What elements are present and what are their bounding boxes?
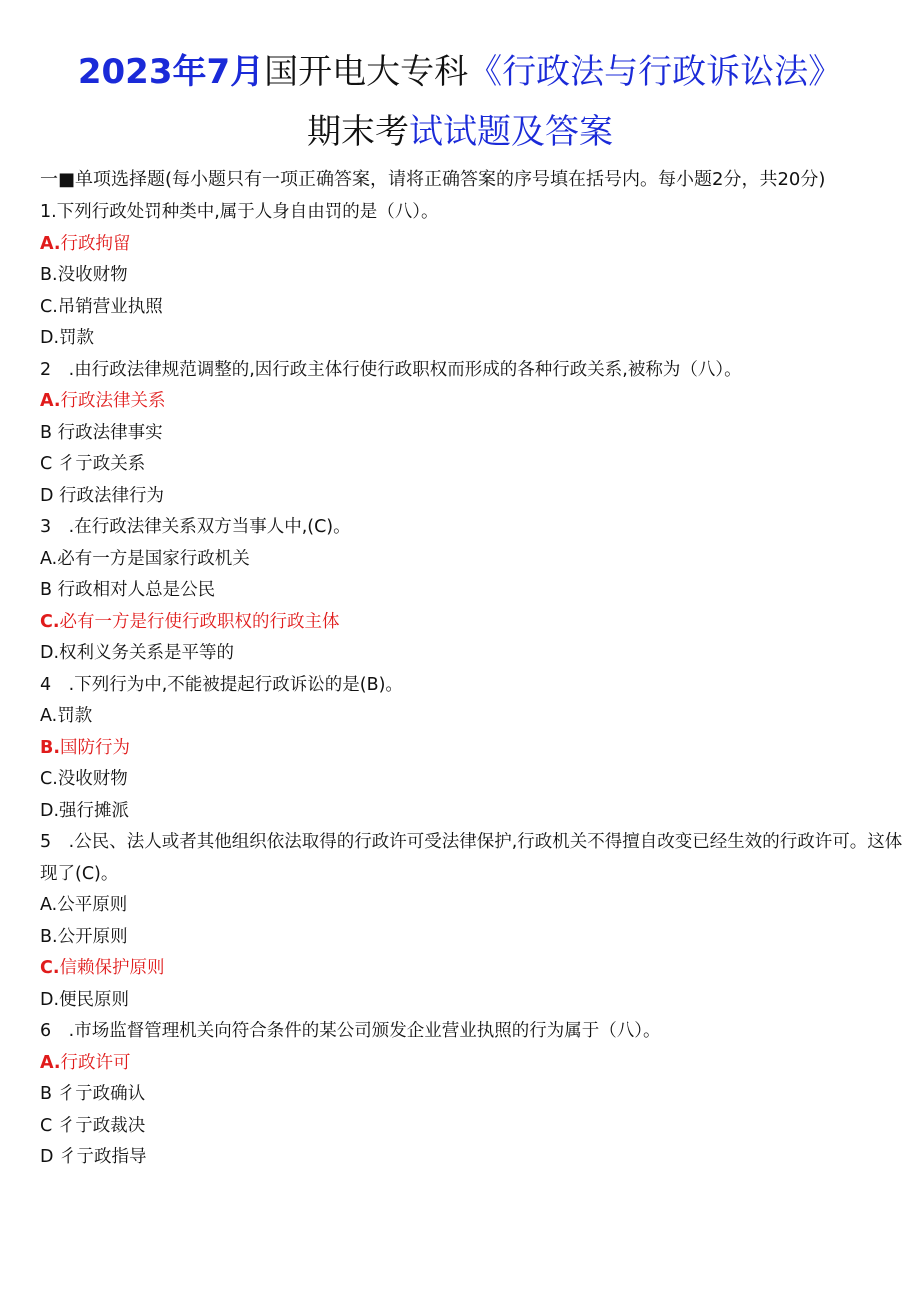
option-label: D. bbox=[40, 328, 60, 348]
option-label: A. bbox=[40, 548, 58, 569]
correct-option bbox=[40, 607, 910, 639]
option-label: C. bbox=[40, 296, 58, 317]
option bbox=[40, 260, 910, 292]
option bbox=[40, 1111, 910, 1143]
correct-option bbox=[40, 229, 910, 261]
option-text: 国防行为 bbox=[60, 737, 130, 758]
option-label: A. bbox=[40, 233, 61, 254]
title-qa: 试试题及答案 bbox=[409, 112, 613, 152]
document-title-line1 bbox=[0, 50, 920, 96]
option-label: D. bbox=[40, 643, 60, 663]
option-text: 行政相对人总是公民 bbox=[57, 580, 216, 600]
option-label: B. bbox=[40, 265, 58, 285]
option-text: 彳亍政确认 bbox=[57, 1084, 146, 1104]
option-text: 权利义务关系是平等的 bbox=[59, 643, 235, 663]
option-label: C. bbox=[40, 769, 58, 789]
option bbox=[40, 764, 910, 796]
correct-option bbox=[40, 1048, 910, 1080]
option-label: A. bbox=[40, 1052, 61, 1073]
option-label: C bbox=[40, 454, 58, 474]
option-text: 必有一方是国家行政机关 bbox=[57, 548, 250, 569]
question-stem: 5 .公民、法人或者其他组织依法取得的行政许可受法律保护,行政机关不得擅自改变已经生效的行政许可。这体现了(C)。 bbox=[40, 832, 903, 884]
option bbox=[40, 796, 910, 828]
option-text: 公开原则 bbox=[57, 926, 128, 947]
option bbox=[40, 323, 910, 355]
option-text: 公平原则 bbox=[57, 895, 128, 915]
option bbox=[40, 1079, 910, 1111]
option-text: 罚款 bbox=[59, 328, 95, 348]
correct-option bbox=[40, 733, 910, 765]
question-stem: 1.下列行政处罚种类中,属于人身自由罚的是（八）。 bbox=[40, 202, 439, 222]
option-label: D bbox=[40, 1147, 60, 1167]
option-text: 彳亍政关系 bbox=[57, 454, 146, 474]
question-stem: 3 .在行政法律关系双方当事人中,(C)。 bbox=[40, 517, 351, 537]
option bbox=[40, 449, 910, 481]
option bbox=[40, 544, 910, 576]
option bbox=[40, 701, 910, 733]
option-label: D bbox=[40, 485, 60, 506]
option-text: 没收财物 bbox=[57, 769, 128, 789]
option bbox=[40, 1142, 910, 1174]
title-school: 国开电大专科 bbox=[264, 52, 469, 92]
option-label: C bbox=[40, 1115, 58, 1136]
option-text: 必有一方是行使行政职权的行政主体 bbox=[59, 611, 340, 632]
option bbox=[40, 418, 910, 450]
option-label: A. bbox=[40, 706, 58, 726]
option bbox=[40, 890, 910, 922]
option-label: B bbox=[40, 1084, 58, 1104]
question-list bbox=[40, 197, 910, 1174]
option-text: 便民原则 bbox=[59, 989, 130, 1010]
section-heading: 一■单项选择题(每小题只有一项正确答案，请将正确答案的序号填在括号内。每小题2分，共20分) bbox=[40, 169, 826, 190]
title-date: 2023年7月 bbox=[77, 52, 265, 92]
option-text: 行政法律事实 bbox=[57, 422, 163, 443]
question-stem: 2 .由行政法律规范调整的,因行政主体行使行政职权而形成的各种行政关系,被称为（八）。 bbox=[40, 359, 742, 380]
option-text: 强行摊派 bbox=[59, 800, 130, 821]
option bbox=[40, 638, 910, 670]
question-stem: 4 .下列行为中,不能被提起行政诉讼的是(B)。 bbox=[40, 674, 403, 695]
option-label: D. bbox=[40, 800, 60, 821]
option-text: 信赖保护原则 bbox=[59, 958, 165, 978]
option-label: B. bbox=[40, 926, 58, 947]
option-text: 彳亍政裁决 bbox=[57, 1115, 146, 1136]
option-label: A. bbox=[40, 895, 58, 915]
option bbox=[40, 575, 910, 607]
title-exam: 期末考 bbox=[307, 112, 409, 152]
option-label: B. bbox=[40, 737, 60, 758]
option-label: B bbox=[40, 422, 58, 443]
option bbox=[40, 922, 910, 954]
option bbox=[40, 985, 910, 1017]
option-label: B bbox=[40, 580, 58, 600]
option-text: 彳亍政指导 bbox=[59, 1147, 147, 1167]
title-course: 《行政法与行政诉讼法》 bbox=[468, 52, 843, 92]
option bbox=[40, 481, 910, 513]
document-title-line2 bbox=[0, 110, 920, 156]
option-label: C. bbox=[40, 611, 60, 632]
option-text: 行政拘留 bbox=[60, 233, 131, 254]
option-text: 行政许可 bbox=[60, 1052, 131, 1073]
option-text: 没收财物 bbox=[57, 265, 128, 285]
option-text: 吊销营业执照 bbox=[57, 296, 163, 317]
correct-option bbox=[40, 386, 910, 418]
question-stem: 6 .市场监督管理机关向符合条件的某公司颁发企业营业执照的行为属于（八）。 bbox=[40, 1021, 661, 1041]
option-text: 行政法律关系 bbox=[60, 391, 166, 411]
option-text: 罚款 bbox=[57, 706, 93, 726]
option bbox=[40, 292, 910, 324]
correct-option bbox=[40, 953, 910, 985]
option-label: A. bbox=[40, 391, 61, 411]
option-label: D. bbox=[40, 989, 60, 1010]
option-text: 行政法律行为 bbox=[59, 485, 165, 506]
option-label: C. bbox=[40, 958, 60, 978]
